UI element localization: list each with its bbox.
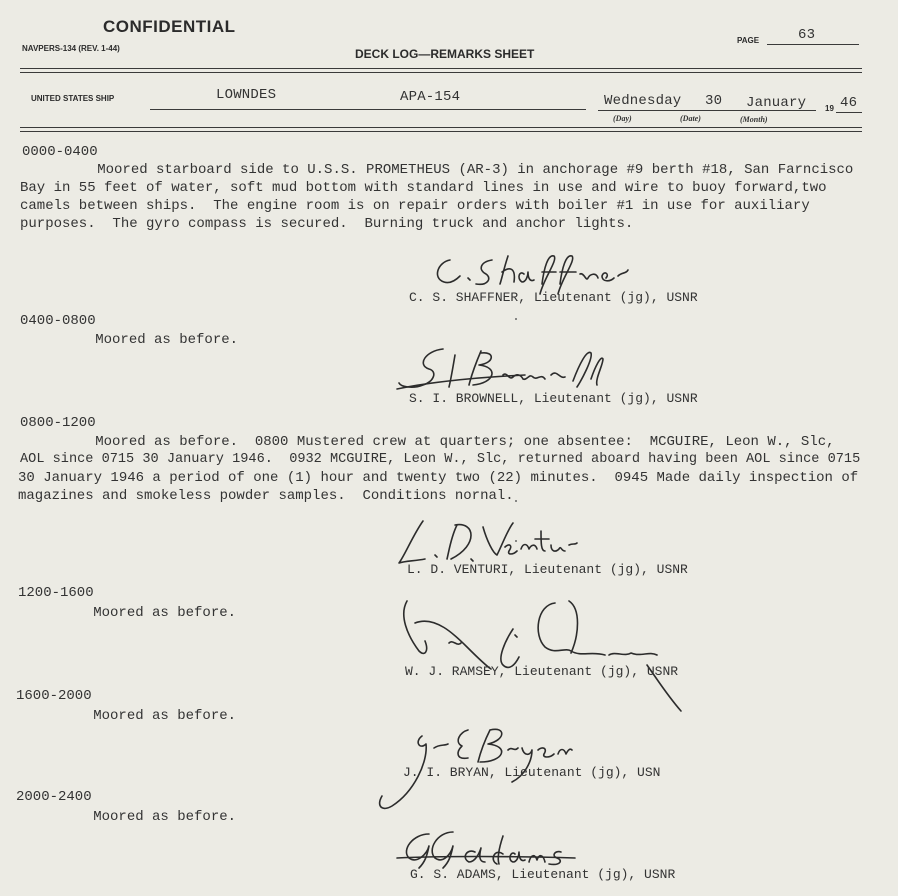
header-rule-top (20, 68, 862, 69)
remarks-line: Moored as before. (28, 332, 239, 348)
signature-typed-name: L. D. VENTURI, Lieutenant (jg), USNR (407, 562, 688, 577)
signature-typed-name: W. J. RAMSEY, Lieutenant (jg), USNR (405, 664, 679, 679)
ship-name: LOWNDES (216, 87, 277, 103)
year-prefix: 19 (825, 104, 834, 113)
remarks-line: Moored as before. (26, 809, 237, 825)
signature-typed-name: G. S. ADAMS, Lieutenant (jg), USNR (410, 867, 676, 882)
watch-period: 0800-1200 (20, 415, 96, 431)
header-rule-bottom-2 (20, 131, 862, 132)
confidential-stamp: CONFIDENTIAL (103, 17, 236, 36)
header-rule-bottom (20, 127, 862, 128)
remarks-line: Moored as before. 0800 Mustered crew at quarters; one absentee: MCGUIRE, Leon W., Slc, (28, 434, 835, 450)
date-value: 30 (705, 93, 723, 109)
day-value: Wednesday (604, 93, 682, 109)
watch-period: 0400-0800 (20, 313, 96, 329)
remarks-line: camels between ships. The engine room is on repair orders with boiler #1 in use for auxiliary (20, 198, 810, 214)
signature-typed-name: S. I. BROWNELL, Lieutenant (jg), USNR (409, 391, 698, 406)
month-caption: (Month) (740, 115, 768, 124)
remarks-line: Moored starboard side to U.S.S. PROMETHEUS (AR-3) in anchorage #9 berth #18, San Farncisco (30, 162, 854, 178)
remarks-line: Moored as before. (26, 605, 237, 621)
month-value: January (746, 95, 807, 111)
signature-typed-name: C. S. SHAFFNER, Lieutenant (jg), USNR (409, 290, 698, 305)
date-caption: (Date) (680, 114, 701, 123)
year-suffix: 46 (840, 95, 858, 111)
remarks-line: 30 January 1946 a period of one (1) hour and twenty two (22) minutes. 0945 Made daily inspection of (18, 470, 859, 486)
watch-period: 1600-2000 (16, 688, 92, 704)
page-number: 63 (798, 27, 816, 43)
remarks-line: Bay in 55 feet of water, soft mud bottom with standard lines in use and wire to buoy forward,two (20, 180, 827, 196)
day-caption: (Day) (613, 114, 632, 123)
page-number-underline (767, 44, 859, 45)
sheet-title: DECK LOG—REMARKS SHEET (355, 47, 535, 61)
guide-dot (515, 318, 517, 320)
watch-period: 2000-2400 (16, 789, 92, 805)
remarks-line: purposes. The gyro compass is secured. Burning truck and anchor lights. (20, 216, 634, 232)
remarks-line: AOL since 0715 30 January 1946. 0932 MCGUIRE, Leon W., Slc, returned aboard having been AOL since 0715 (20, 452, 861, 467)
signature-ramsey (395, 595, 695, 715)
remarks-line: Moored as before. (26, 708, 237, 724)
form-number: NAVPERS-134 (REV. 1-44) (22, 44, 120, 53)
hull-number: APA-154 (400, 89, 461, 105)
remarks-line: magazines and smokeless powder samples. Conditions nornal. (18, 488, 514, 504)
ship-name-underline (150, 109, 586, 110)
header-rule-top-2 (20, 72, 862, 73)
watch-period: 1200-1600 (18, 585, 94, 601)
year-underline (836, 112, 862, 113)
guide-dot (515, 500, 517, 502)
signature-typed-name: J. I. BRYAN, Lieutenant (jg), USN (403, 765, 661, 780)
ship-label: UNITED STATES SHIP (31, 94, 115, 103)
watch-period: 0000-0400 (22, 144, 98, 160)
page-label: PAGE (737, 36, 760, 45)
